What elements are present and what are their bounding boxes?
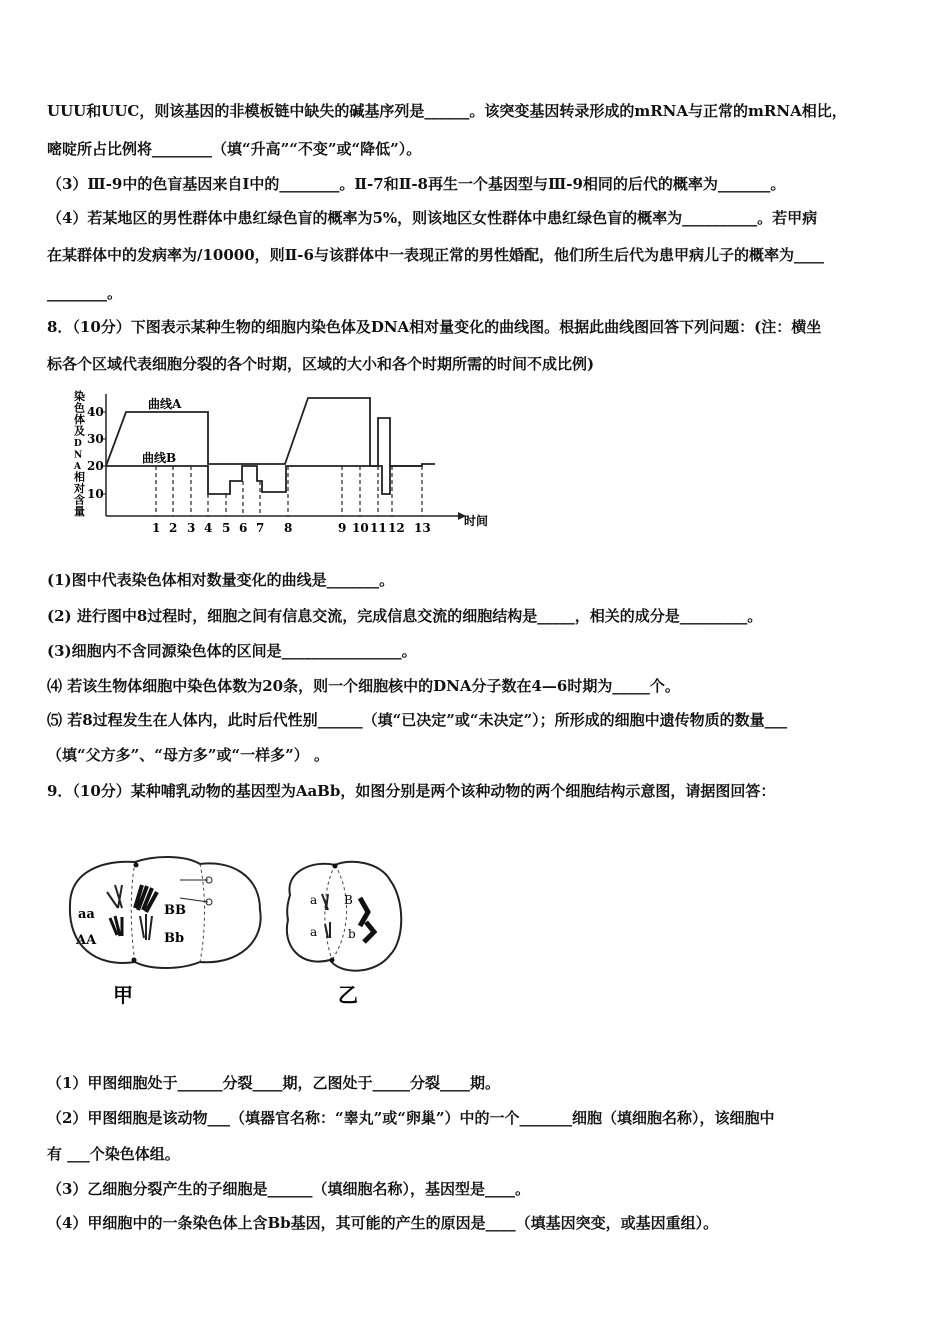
q9-sub-2-cont: 有 ___个染色体组。: [47, 1145, 180, 1163]
text-line-6: ________。: [47, 284, 123, 302]
cell-jia: [70, 857, 261, 1007]
q8-sub-4: ⑷ 若该生物体细胞中染色体数为20条，则一个细胞核中的DNA分子数在4—6时期为_____个。: [47, 677, 680, 695]
chromosome-dna-chart: [60, 388, 489, 548]
x-tick-9: 9: [338, 521, 347, 535]
x-tick-4: 4: [204, 521, 213, 535]
q9-stem: 9．（10分）某种哺乳动物的基因型为AaBb，如图分别是两个该种动物的两个细胞结构示意图，请据图回答：: [47, 782, 776, 800]
text-line-3: （3）Ⅲ-9中的色盲基因来自Ⅰ中的________。Ⅱ-7和Ⅱ-8再生一个基因型与Ⅲ-9相同的后代的概率为_______。: [47, 175, 786, 193]
y-tick-30: 30: [87, 432, 104, 446]
q8-sub-2: (2) 进行图中8过程时，细胞之间有信息交流，完成信息交流的细胞结构是_____，相关的成分是_________。: [47, 607, 763, 625]
q8-sub-5-cont: （填“父方多”、“母方多”或“一样多”） 。: [47, 746, 329, 764]
cell-jia-label-aa: aa: [78, 907, 95, 922]
curve-a-label: 曲线A: [148, 397, 182, 411]
x-tick-6: 6: [239, 521, 248, 535]
y-tick-40: 40: [87, 405, 104, 419]
y-tick-10: 10: [87, 487, 104, 501]
x-tick-3: 3: [187, 521, 196, 535]
text-line-5: 在某群体中的发病率为/10000，则Ⅱ-6与该群体中一表现正常的男性婚配，他们所生后代为患甲病儿子的概率为____: [47, 246, 824, 264]
y-tick-20: 20: [87, 459, 104, 473]
x-tick-2: 2: [169, 521, 178, 535]
cell-jia-caption: 甲: [113, 983, 133, 1007]
chart-xlabel: 时间: [464, 514, 489, 528]
text-line-2: 嘧啶所占比例将________（填“升高”“不变”或“降低”）。: [47, 140, 422, 158]
x-tick-13: 13: [414, 521, 431, 535]
q9-sub-3: （3）乙细胞分裂产生的子细胞是______（填细胞名称），基因型是____。: [47, 1180, 530, 1198]
q9-sub-4: （4）甲细胞中的一条染色体上含Bb基因，其可能的产生的原因是____（填基因突变，或基因重组）。: [47, 1214, 719, 1232]
x-tick-1: 1: [152, 521, 161, 535]
x-tick-12: 12: [388, 521, 405, 535]
cell-jia-label-BB: BB: [164, 903, 186, 918]
q8-sub-1: (1)图中代表染色体相对数量变化的曲线是_______。: [47, 571, 395, 589]
cell-diagrams: [60, 850, 430, 1010]
cell-yi-caption: 乙: [338, 983, 358, 1007]
curve-a-line: [106, 398, 435, 494]
x-tick-5: 5: [222, 521, 231, 535]
x-tick-11: 11: [370, 521, 387, 535]
q9-sub-2: （2）甲图细胞是该动物___（填器官名称：“睾丸”或“卵巢”）中的一个_______细胞（填细胞名称），该细胞中: [47, 1109, 775, 1127]
cell-yi-label-a-top: a: [310, 893, 318, 907]
text-line-4: （4）若某地区的男性群体中患红绿色盲的概率为5%，则该地区女性群体中患红绿色盲的概率为__________。若甲病: [47, 209, 818, 227]
cell-yi-label-a-bottom: a: [310, 925, 318, 939]
q8-sub-3: (3)细胞内不含同源染色体的区间是________________。: [47, 642, 417, 660]
q8-stem-line-2: 标各个区域代表细胞分裂的各个时期，区域的大小和各个时期所需的时间不成比例): [47, 355, 595, 373]
q8-stem-line-1: 8．（10分）下图表示某种生物的细胞内染色体及DNA相对量变化的曲线图。根据此曲线图回答下列问题：(注：横坐: [47, 318, 822, 336]
cell-jia-label-AA: AA: [76, 933, 97, 948]
q8-sub-5: ⑸ 若8过程发生在人体内，此时后代性别______（填“已决定”或“未决定”）；所形成的细胞中遗传物质的数量___: [47, 711, 788, 729]
q9-sub-1: （1）甲图细胞处于______分裂____期，乙图处于_____分裂____期。: [47, 1074, 500, 1092]
cell-yi: [287, 862, 401, 1007]
cell-yi-label-B: B: [344, 893, 353, 907]
x-tick-7: 7: [256, 521, 265, 535]
cell-jia-label-Bb: Bb: [164, 931, 185, 946]
text-line-1: UUU和UUC，则该基因的非模板链中缺失的碱基序列是______。该突变基因转录形成的mRNA与正常的mRNA相比，: [47, 102, 847, 120]
chart-ylabel: 染色体及 D N A 相对含量: [74, 390, 85, 518]
curve-b-label: 曲线B: [142, 451, 177, 465]
x-tick-8: 8: [284, 521, 293, 535]
cell-yi-label-b: b: [348, 927, 356, 941]
x-tick-10: 10: [352, 521, 369, 535]
